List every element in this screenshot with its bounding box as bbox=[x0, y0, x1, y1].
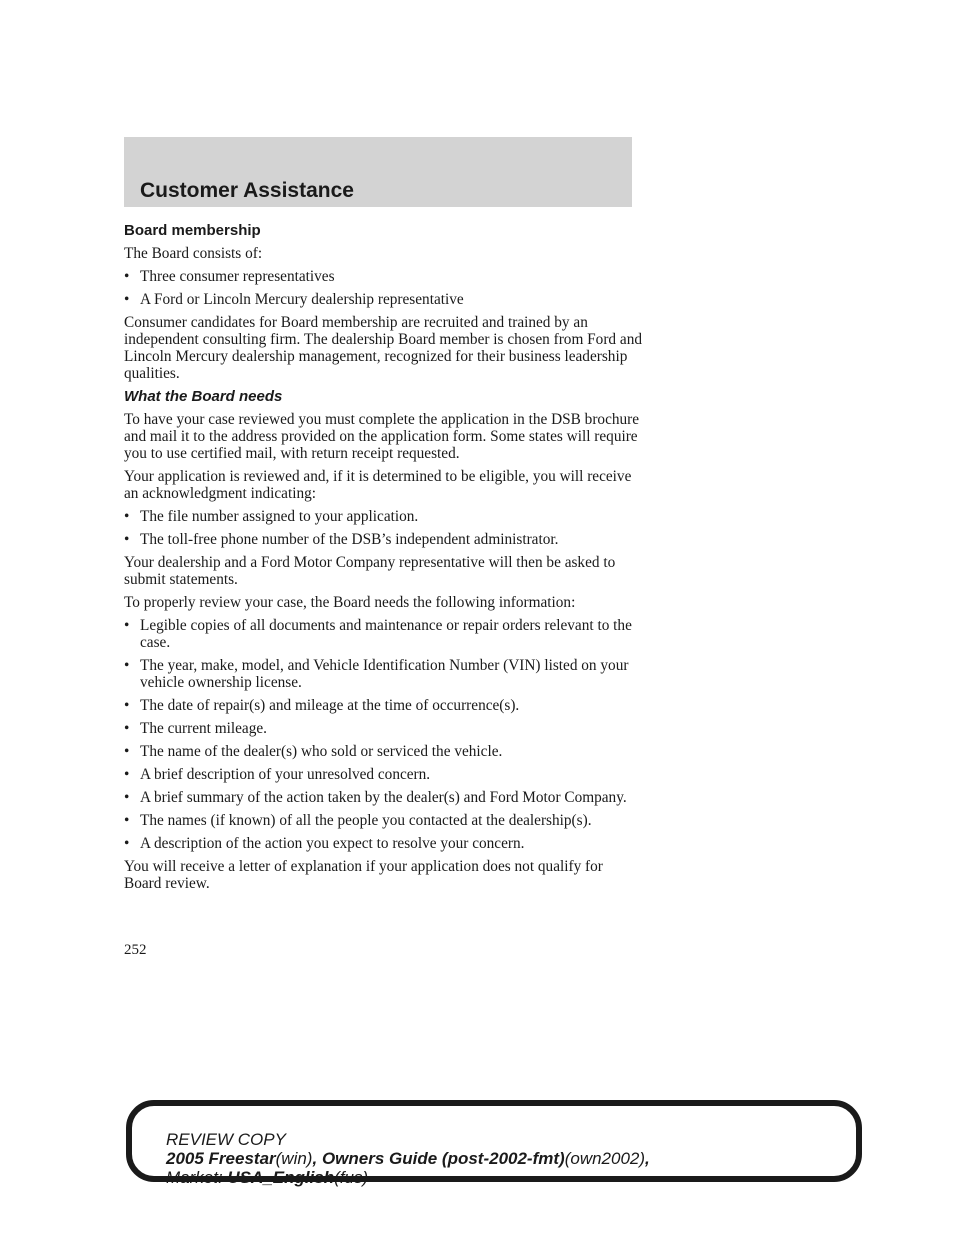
bullet-icon: • bbox=[124, 697, 130, 714]
bullet-icon: • bbox=[124, 812, 130, 829]
bullet-icon: • bbox=[124, 720, 130, 737]
bullet-icon: • bbox=[124, 766, 130, 783]
bullet-icon: • bbox=[124, 617, 130, 634]
paragraph: The Board consists of: bbox=[124, 245, 263, 262]
paragraph: To have your case reviewed you must complete the application in the DSB brochure and mail it to the address provided on the application form. Some states will require you to use certified mail, with return receipt requested. bbox=[124, 411, 640, 462]
bullet-icon: • bbox=[124, 789, 130, 806]
heading-board-membership: Board membership bbox=[124, 222, 261, 239]
bullet-list bbox=[124, 508, 644, 548]
review-copy-text bbox=[166, 1130, 650, 1187]
bullet-icon: • bbox=[124, 268, 130, 285]
review-model-line: 2005 Freestar(win), Owners Guide (post-2002-fmt)(own2002), bbox=[166, 1149, 650, 1168]
review-copy-box bbox=[126, 1100, 862, 1187]
paragraph: You will receive a letter of explanation if your application does not qualify for Board review. bbox=[124, 858, 603, 892]
list-item: • The name of the dealer(s) who sold or serviced the vehicle. bbox=[124, 743, 503, 760]
list-item: • The date of repair(s) and mileage at the time of occurrence(s). bbox=[124, 697, 520, 714]
section-header-band bbox=[124, 137, 632, 207]
bullet-icon: • bbox=[124, 531, 130, 548]
bullet-icon: • bbox=[124, 835, 130, 852]
paragraph: To properly review your case, the Board needs the following information: bbox=[124, 594, 576, 611]
paragraph: Your application is reviewed and, if it is determined to be eligible, you will receive an acknowledgment indicating: bbox=[124, 468, 632, 502]
list-item: • Three consumer representatives bbox=[124, 268, 335, 285]
list-item: • The names (if known) of all the people you contacted at the dealership(s). bbox=[124, 812, 592, 829]
bullet-list bbox=[124, 268, 644, 308]
bullet-icon: • bbox=[124, 291, 130, 308]
list-item: • The toll-free phone number of the DSB’s independent administrator. bbox=[124, 531, 559, 548]
list-item: • The file number assigned to your application. bbox=[124, 508, 419, 525]
section-title: Customer Assistance bbox=[140, 179, 354, 202]
list-item: • The year, make, model, and Vehicle Identification Number (VIN) listed on your vehicle ownership license. bbox=[124, 657, 629, 691]
bullet-list bbox=[124, 617, 644, 852]
review-market-line: Market: USA_English(fus) bbox=[166, 1168, 369, 1187]
bullet-icon: • bbox=[124, 743, 130, 760]
page-content bbox=[124, 222, 644, 898]
paragraph: Consumer candidates for Board membership are recruited and trained by an independent consulting firm. The dealership Board member is chosen from Ford and Lincoln Mercury dealership management, recognized for their business leadership qualities. bbox=[124, 314, 642, 382]
list-item: • A Ford or Lincoln Mercury dealership representative bbox=[124, 291, 464, 308]
list-item: • A brief description of your unresolved concern. bbox=[124, 766, 431, 783]
list-item: • The current mileage. bbox=[124, 720, 267, 737]
paragraph: Your dealership and a Ford Motor Company representative will then be asked to submit statements. bbox=[124, 554, 616, 588]
list-item: • A brief summary of the action taken by the dealer(s) and Ford Motor Company. bbox=[124, 789, 627, 806]
list-item: • Legible copies of all documents and maintenance or repair orders relevant to the case. bbox=[124, 617, 632, 651]
list-item: • A description of the action you expect to resolve your concern. bbox=[124, 835, 525, 852]
bullet-icon: • bbox=[124, 508, 130, 525]
review-copy-label: REVIEW COPY bbox=[166, 1130, 286, 1149]
page-number: 252 bbox=[124, 942, 147, 958]
heading-what-the-board-needs: What the Board needs bbox=[124, 388, 283, 405]
bullet-icon: • bbox=[124, 657, 130, 674]
